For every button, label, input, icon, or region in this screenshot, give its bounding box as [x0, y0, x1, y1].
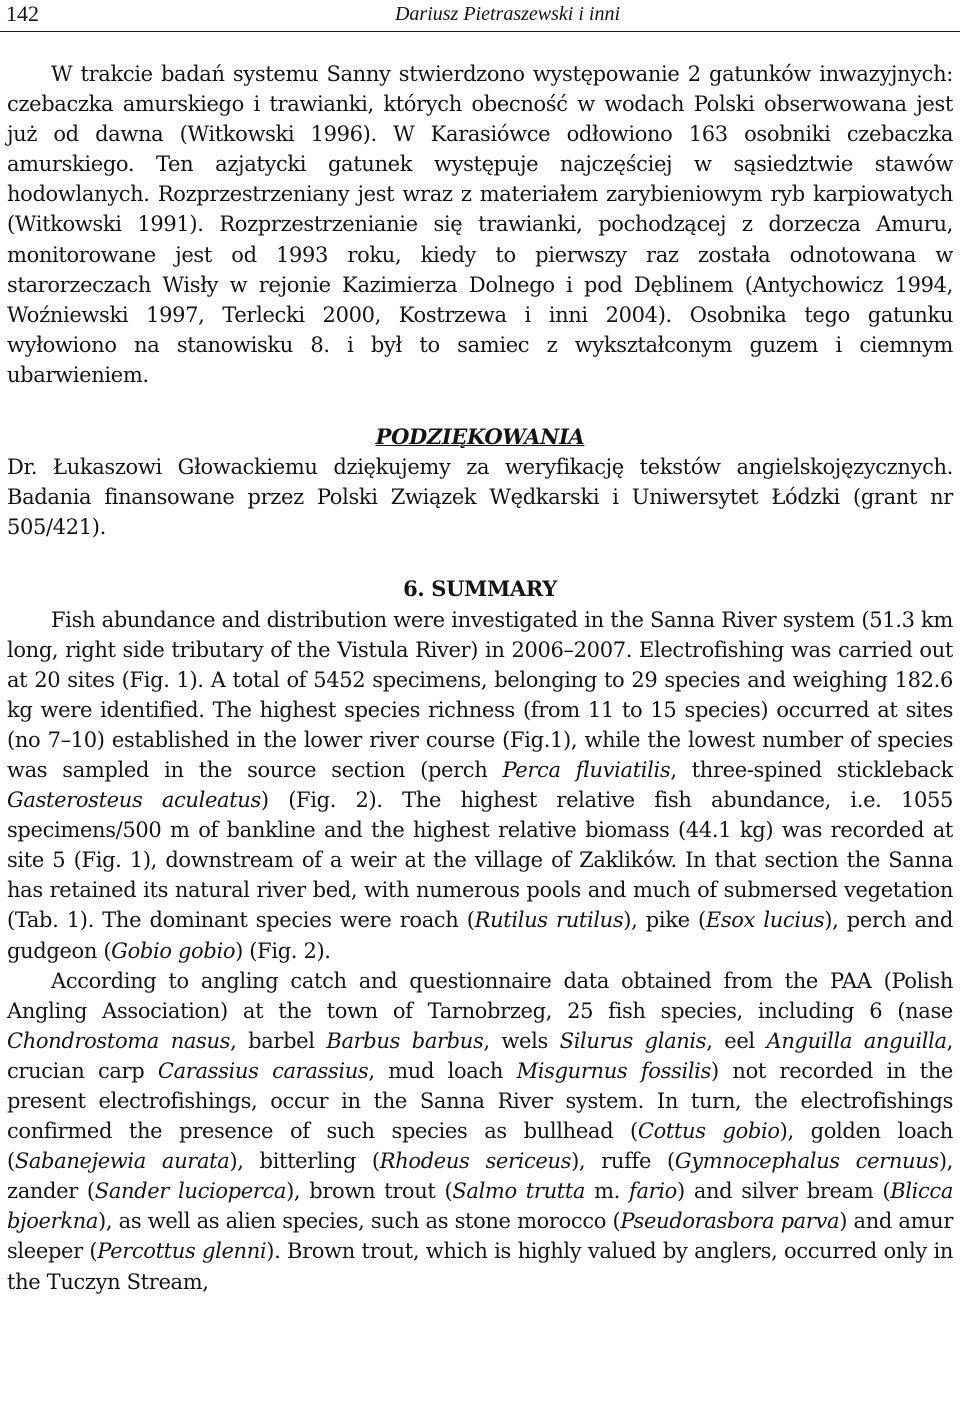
summary-paragraph-2	[7, 966, 953, 1297]
species-name: Anguilla anguilla	[766, 1028, 947, 1053]
text-run: ) and silver bream (	[676, 1179, 891, 1204]
text-run: ). Brown trout, which is highly valued by anglers, occurred only in the Tuczyn Stream,	[7, 1239, 954, 1294]
species-name: fario	[629, 1179, 677, 1204]
text-run: ) not recorded in the present electrofishings, occur in the Sanna River system. In turn, the electrofishings confirmed the presence of such species as bullhead (	[7, 1058, 953, 1144]
text-run: Fish abundance and distribution were investigated in the Sanna River system (51.3 km long, right side tributary of the Vistula River) in 2006–2007. Electrofishing was carried out at 20 sites (Fig. 1). A total of 5452 specimens, belonging to 29 species and weighing 182.6 kg were identified. The highest species richness (from 11 to 15 species) occurred at sites (no 7–10) established in the lower river course (Fig.1), while the lowest number of species was sampled in the source section (perch	[7, 607, 953, 782]
species-name: Chondrostoma nasus	[7, 1028, 231, 1053]
text-run: ), bitterling (	[229, 1149, 380, 1174]
species-name: Blicca bjoerkna	[7, 1179, 953, 1234]
summary-heading-number: 6.	[403, 576, 425, 602]
text-run: ) and amur sleeper (	[7, 1209, 954, 1264]
text-run: ), brown trout (	[286, 1179, 453, 1204]
text-run: ), pike (	[623, 908, 706, 933]
text-run: ), as well as alien species, such as stone morocco (	[98, 1209, 621, 1234]
species-name: Esox lucius	[705, 908, 825, 933]
text-run: ), perch and gudgeon (	[7, 908, 953, 963]
species-name: Salmo trutta	[452, 1179, 586, 1204]
species-name: Pseudorasbora parva	[620, 1209, 840, 1234]
species-name: Perca fluviatilis	[502, 757, 671, 782]
text-run: , barbel	[230, 1028, 327, 1053]
page-number: 142	[6, 1, 39, 26]
text-run: , mud loach	[368, 1058, 517, 1083]
species-name: Percottus glenni	[97, 1239, 267, 1264]
species-name: Sabanejewia aurata	[14, 1149, 230, 1174]
text-run: , wels	[483, 1028, 560, 1053]
running-head: Dariusz Pietraszewski i inni	[394, 3, 620, 25]
summary-paragraph-1	[7, 605, 953, 966]
text-run: According to angling catch and questionnaire data obtained from the PAA (Polish Angling Association) at the town of Tarnobrzeg, 25 fish species, including 6 (nase	[7, 968, 953, 1023]
species-name: Gymnocephalus cernuus	[674, 1149, 939, 1174]
text-run: ), ruffe (	[571, 1149, 675, 1174]
species-name: Carassius carassius	[157, 1058, 369, 1083]
text-run: ) (Fig. 2).	[235, 938, 331, 963]
summary-heading-title: SUMMARY	[431, 576, 557, 602]
species-name: Rutilus rutilus	[474, 908, 624, 933]
species-name: Silurus glanis	[559, 1028, 707, 1053]
text-run: ), zander (	[7, 1149, 953, 1204]
species-name: Gobio gobio	[111, 938, 236, 963]
species-name: Cottus gobio	[637, 1119, 780, 1144]
species-name: Misgurnus fossilis	[516, 1058, 711, 1083]
text-run: , eel	[706, 1028, 767, 1053]
acknowledgements-heading: PODZIĘKOWANIA	[375, 424, 585, 450]
summary-heading	[7, 574, 953, 604]
acknowledgements-text: Dr. Łukaszowi Głowackiemu dziękujemy za weryfikację tekstów angielskojęzycznych. Badania finansowane przez Polski Związek Wędkarski i Uniwersytet Łódzki (grant nr 505/421).	[7, 455, 953, 540]
species-name: Gasterosteus aculeatus	[7, 788, 261, 813]
page-header	[0, 0, 960, 32]
text-run: , three-spined stickleback	[670, 757, 954, 782]
polish-paragraph: W trakcie badań systemu Sanny stwierdzono występowanie 2 gatunków inwazyjnych: czebaczka amurskiego i trawianki, których obecność w wodach Polski obserwowana jest już od dawna (Witkowski 1996). W Karasiówce odłowiono 163 osobniki czebaczka amurskiego. Ten azjatycki gatunek występuje najczęściej w sąsiedztwie stawów hodowlanych. Rozprzestrzeniany jest wraz z materiałem zarybieniowym ryb karpiowatych (Witkowski 1991). Rozprzestrzenianie się trawianki, pochodzącej z dorzecza Amuru, monitorowane jest od 1993 roku, kiedy to pierwszy raz została odnotowana w starorzeczach Wisły w rejonie Kazimierza Dolnego i pod Dęblinem (Antychowicz 1994, Woźniewski 1997, Terlecki 2000, Kostrzewa i inni 2004). Osobnika tego gatunku wyłowiono na stanowisku 8. i był to samiec z wykształconym guzem i ciemnym ubarwieniem.	[7, 62, 953, 387]
text-run: , crucian carp	[7, 1028, 953, 1083]
text-run: m.	[585, 1179, 630, 1204]
text-run: ), golden loach (	[7, 1119, 953, 1174]
page-body	[7, 59, 953, 1297]
text-run: ) (Fig. 2). The highest relative fish abundance, i.e. 1055 specimens/500 m of bankline and the highest relative biomass (44.1 kg) was recorded at site 5 (Fig. 1), downstream of a weir at the village of Zaklików. In that section the Sanna has retained its natural river bed, with numerous pools and much of submersed vegetation (Tab. 1). The dominant species were roach (	[7, 788, 953, 933]
species-name: Rhodeus sericeus	[379, 1149, 572, 1174]
species-name: Sander lucioperca	[94, 1179, 287, 1204]
species-name: Barbus barbus	[326, 1028, 484, 1053]
